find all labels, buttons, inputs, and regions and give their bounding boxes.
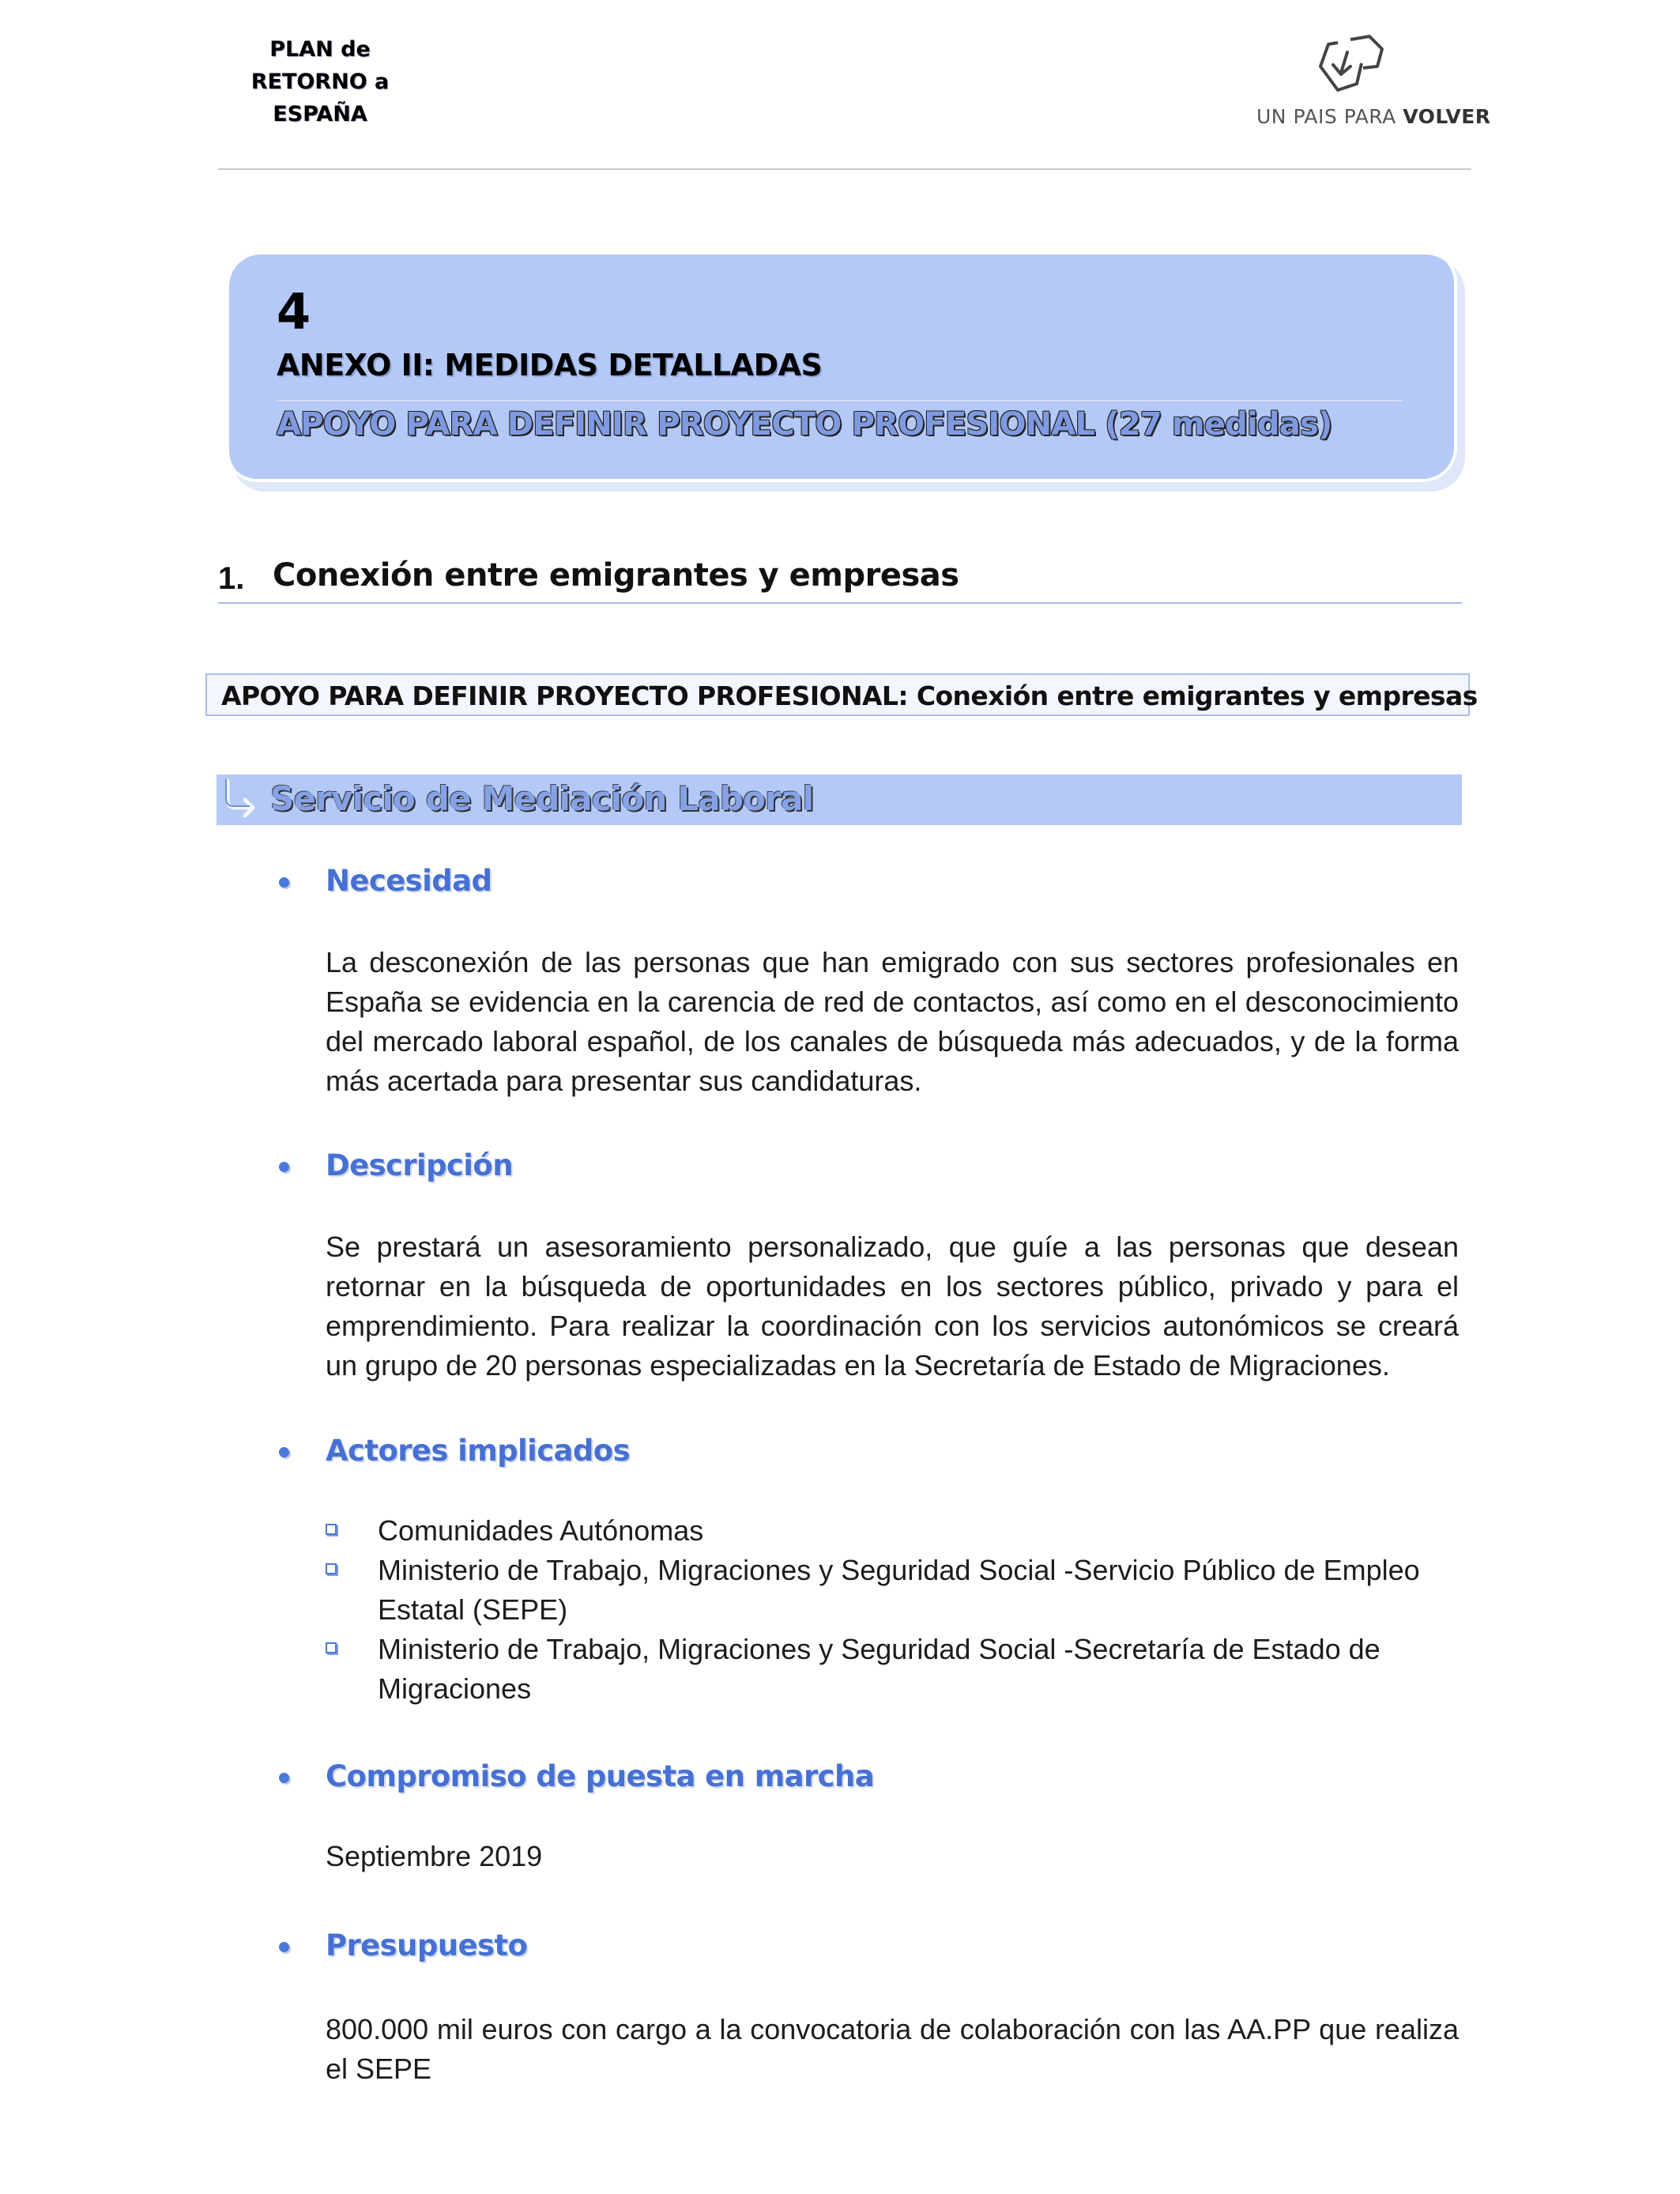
- checkbox-icon: [326, 1642, 337, 1653]
- chapter-number: 4: [277, 283, 311, 341]
- section-divider: [218, 602, 1462, 604]
- bullet-icon: [279, 1162, 289, 1172]
- bullet-icon: [279, 1942, 289, 1952]
- actor-text: Comunidades Autónomas: [378, 1514, 704, 1547]
- text-line: un grupo de 20 personas especializadas en la Secretaría de Estado de Migraciones.: [326, 1349, 1390, 1382]
- necesidad-heading: Necesidad: [326, 864, 492, 898]
- text-line: Se prestará un asesoramiento personalizado, que guíe a las personas que desean: [326, 1231, 1459, 1263]
- context-label-rest: Conexión entre emigrantes y empresas: [907, 680, 1478, 711]
- actor-list-item: [326, 1511, 1463, 1551]
- text-line: retornar en la búsqueda de oportunidades en los sectores público, privado y para el: [326, 1270, 1459, 1302]
- actor-list-item: [326, 1551, 1463, 1630]
- header-divider: [218, 168, 1471, 170]
- actor-text: Ministerio de Trabajo, Migraciones y Seguridad Social -Servicio Público de Empleo Estatal (SEPE): [378, 1554, 1420, 1626]
- necesidad-text: [326, 943, 1459, 1101]
- arrow-box-icon: [1314, 32, 1388, 96]
- compromiso-text: Septiembre 2019: [326, 1840, 543, 1872]
- text-line: el SEPE: [326, 2053, 432, 2085]
- presupuesto-heading: Presupuesto: [326, 1928, 528, 1962]
- chapter-subtitle-count: (27 medidas): [1105, 406, 1332, 443]
- plan-logo-line: ESPAÑA: [273, 102, 367, 126]
- chapter-title: ANEXO II: MEDIDAS DETALLADAS: [277, 348, 823, 383]
- descripcion-heading: Descripción: [326, 1148, 513, 1182]
- text-line: La desconexión de las personas que han emigrado con sus sectores profesionales en: [326, 946, 1459, 978]
- actores-heading: Actores implicados: [326, 1434, 631, 1468]
- text-line: 800.000 mil euros con cargo a la convocatoria de colaboración con las AA.PP que realiza: [326, 2013, 1459, 2045]
- plan-retorno-logo: [237, 33, 403, 130]
- text-line: del mercado laboral español, de los canales de búsqueda más adecuados, y de la forma: [326, 1025, 1459, 1057]
- brand-tagline-normal: UN PAIS PARA: [1256, 105, 1403, 128]
- plan-logo-line: PLAN de: [269, 37, 371, 62]
- brand-tagline: [1256, 105, 1491, 128]
- checkbox-icon: [326, 1563, 337, 1574]
- text-line: emprendimiento. Para realizar la coordinación con los servicios autonómicos se creará: [326, 1310, 1459, 1342]
- brand-tagline-bold: VOLVER: [1403, 105, 1491, 128]
- plan-logo-line: RETORNO a: [250, 70, 390, 94]
- text-line: España se evidencia en la carencia de red de contactos, así como en el desconocimiento: [326, 986, 1459, 1018]
- bullet-icon: [279, 1447, 289, 1457]
- chapter-subtitle-main: APOYO PARA DEFINIR PROYECTO PROFESIONAL: [277, 406, 1106, 443]
- measure-title: Servicio de Mediación Laboral: [270, 779, 814, 818]
- context-label: [221, 680, 1478, 711]
- descripcion-text: [326, 1227, 1459, 1385]
- bullet-icon: [279, 1773, 289, 1783]
- section-title: Conexión entre emigrantes y empresas: [273, 557, 959, 594]
- chapter-subtitle: [277, 406, 1332, 443]
- text-line: más acertada para presentar sus candidaturas.: [326, 1065, 922, 1097]
- actor-list-item: [326, 1630, 1463, 1709]
- bullet-icon: [279, 877, 289, 888]
- chapter-divider: [277, 400, 1403, 401]
- presupuesto-text: [326, 2010, 1459, 2089]
- context-label-bold: APOYO PARA DEFINIR PROYECTO PROFESIONAL:: [221, 680, 908, 711]
- curved-arrow-icon: [221, 778, 261, 820]
- compromiso-heading: Compromiso de puesta en marcha: [326, 1759, 875, 1793]
- checkbox-icon: [326, 1524, 337, 1535]
- actor-text: Ministerio de Trabajo, Migraciones y Seguridad Social -Secretaría de Estado de Migraciones: [378, 1633, 1381, 1705]
- section-number: 1.: [218, 561, 245, 596]
